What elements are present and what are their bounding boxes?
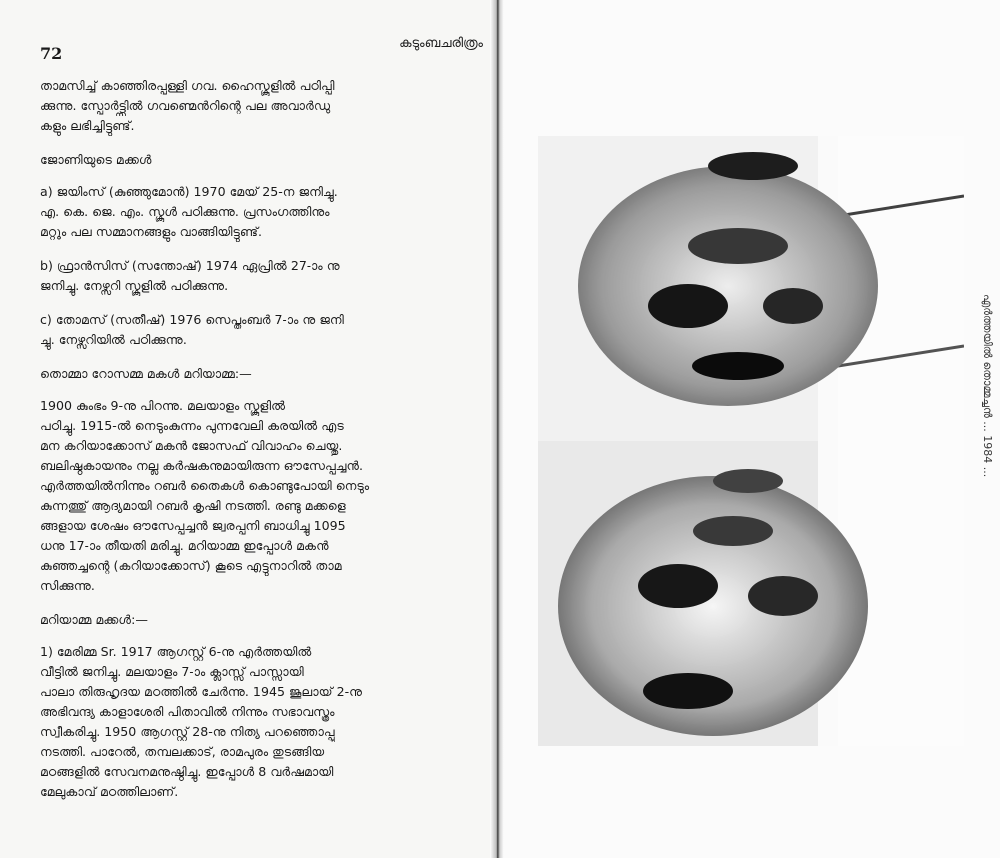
text-line: കുഞ്ഞച്ചന്റെ (കറിയാക്കോസ്) കൂടെ എട്ടുനാറിൽ താമ [40,558,342,573]
running-head: കടുംബചരിത്രം [399,36,483,51]
text-line: നടത്തി. പാറേൽ, തമ്പലക്കാട്, രാമപുരം തുടങ്ങിയ [40,744,325,759]
paragraph [40,256,480,296]
text-line: സിക്കുന്നു. [40,578,95,593]
text-line: കുന്നത്തു് ആദ്യമായി റബർ കൃഷി നടത്തി. രണ്ടു മക്കളെ [40,498,346,513]
text-line: എ. കെ. ജെ. എം. സ്കൂൾ പഠിക്കുന്നു. പ്രസംഗത്തിനും [40,204,330,219]
body-text [40,76,480,816]
section-heading [40,364,480,384]
text-line: എർത്തയിൽനിന്നും റബർ തൈകൾ കൊണ്ടുപോയി നെടും [40,478,370,493]
text-line: 1) മേരിമ്മ Sr. 1917 ആഗസ്റ്റ് 6-നു എർത്തയിൽ [40,644,312,659]
text-line: a) ജയിംസ് (കുഞ്ഞുമോൻ) 1970 മേയ് 25-ന ജനിച്ചു. [40,184,338,199]
photograph [538,136,964,746]
text-line: ങ്ങളായ ശേഷം ഔസേപ്പച്ചൻ ജ്വരപ്പനി ബാധിച്ചു 1095 [40,518,346,533]
text-line: 1900 കുംഭം 9-നു പിറന്നു. മലയാളം സ്കൂളിൽ [40,398,286,413]
text-line: ജോണിയുടെ മക്കൾ [40,152,152,167]
paragraph [40,182,480,242]
photograph-figures [538,136,964,746]
text-line: ബലിഷ്ഠകായനും നല്ല കർഷകനുമായിരുന്ന ഔസേപ്പച്ചൻ. [40,458,364,473]
paragraph [40,396,480,596]
paragraph [40,310,480,350]
text-line: മറിയാമ്മ മക്കൾ:— [40,612,148,627]
right-page [498,0,1000,858]
text-line: ധനു 17-ാം തീയതി മരിച്ചു. മറിയാമ്മ ഇപ്പോൾ മകൻ [40,538,329,553]
text-line: തൊമ്മാ റോസമ്മ മകൾ മറിയാമ്മ:— [40,366,252,381]
photo-caption: എർത്തയിൽ തൊമ്മച്ചൻ ... 1984 ... [981,294,994,478]
text-line: b) ഫ്രാൻസിസ് (സന്തോഷ്) 1974 ഏപ്രിൽ 27-ാം നു [40,258,340,273]
paragraph [40,642,480,802]
text-line: പഠിച്ചു. 1915-ൽ നെടുംകുന്നം പുന്നവേലി കരയിൽ എട [40,418,344,433]
text-line: ച്ചു. നേഴ്സറിയിൽ പഠിക്കുന്നു. [40,332,187,347]
text-line: മേലുകാവ് മഠത്തിലാണ്. [40,784,179,799]
text-line: c) തോമസ് (സതീഷ്) 1976 സെപ്തംബർ 7-ാം നു ജനി [40,312,344,327]
text-line: ജനിച്ചു. നേഴ്സറി സ്കൂളിൽ പഠിക്കുന്നു. [40,278,229,293]
text-line: മറ്റും പല സമ്മാനങ്ങളും വാങ്ങിയിട്ടുണ്ട്. [40,224,263,239]
text-line: മന കറിയാക്കോസ് മകൻ ജോസഫ് വിവാഹം ചെയ്തു. [40,438,343,453]
text-line: വീട്ടിൽ ജനിച്ചു. മലയാളം 7-ാം ക്ലാസ്സ് പാസ്സായി [40,664,304,679]
text-line: കളും ലഭിച്ചിട്ടുണ്ട്. [40,118,135,133]
book-spine [490,0,504,858]
text-line: താമസിച്ച് കാഞ്ഞിരപ്പള്ളി ഗവ. ഹൈസ്കൂളിൽ പഠിപ്പി [40,78,335,93]
text-line: മഠങ്ങളിൽ സേവനമനുഷ്ഠിച്ചു. ഇപ്പോൾ 8 വർഷമായി [40,764,334,779]
text-line: സ്വീകരിച്ചു. 1950 ആഗസ്റ്റ് 28-നു നിത്യ പറഞ്ഞൊപ്പു [40,724,335,739]
page-number: 72 [40,44,63,63]
section-heading [40,610,480,630]
text-line: ക്കുന്നു. സ്പോർട്ട്സിൽ ഗവണ്മെൻറിന്റെ പല അവാർഡു [40,98,331,113]
section-heading [40,150,480,170]
text-line: പാലാ തിരുഹൃദയ മഠത്തിൽ ചേർന്നു. 1945 ജൂലായ് 2-നു [40,684,363,699]
text-line: അഭിവന്ദ്യ കാളാശേരി പിതാവിൽ നിന്നും സഭാവസ്ത്രം [40,704,335,719]
paragraph [40,76,480,136]
